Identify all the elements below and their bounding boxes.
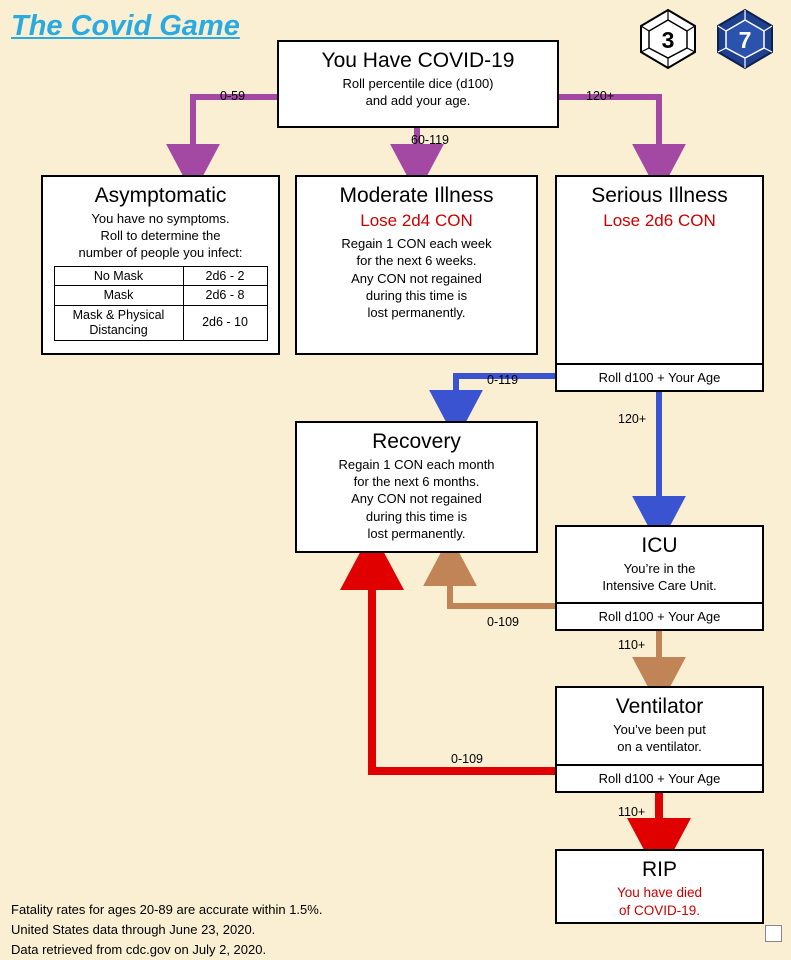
node-ventilator-line2: on a ventilator.	[617, 739, 702, 755]
node-moderate-line3: Any CON not regained	[351, 270, 482, 286]
node-serious-penalty: Lose 2d6 CON	[603, 211, 716, 231]
node-recovery-title: Recovery	[372, 430, 461, 453]
edge-label-start-serious: 120+	[586, 89, 615, 103]
node-ventilator	[555, 686, 764, 793]
node-asymptomatic-line1: You have no symptoms.	[91, 211, 230, 227]
node-moderate-line4: during this time is	[365, 287, 468, 303]
node-icu	[555, 525, 764, 631]
table-row	[54, 306, 267, 341]
node-start	[277, 40, 559, 128]
die-blue-value: 7	[738, 27, 752, 53]
node-moderate-line1: Regain 1 CON each week	[341, 236, 492, 252]
edge-label-start-asymptomatic: 0-59	[220, 89, 246, 103]
node-recovery-line5: lost permanently.	[367, 525, 466, 541]
node-rip	[555, 849, 764, 924]
footnote: Fatality rates for ages 20-89 are accurate within 1.5%. United States data through June 23, 2020. Data retrieved from cdc.gov on July 2, 2020.	[11, 902, 323, 958]
node-asymptomatic-line3: number of people you infect:	[78, 245, 243, 261]
node-ventilator-roll: Roll d100 + Your Age	[557, 764, 762, 791]
node-start-line2: and add your age.	[365, 93, 471, 109]
node-icu-title: ICU	[641, 534, 678, 557]
infection-condition: No Mask	[54, 266, 183, 286]
table-row	[54, 266, 267, 286]
edge-label-serious-icu: 120+	[618, 412, 647, 426]
infection-condition: Mask	[54, 286, 183, 306]
node-ventilator-title: Ventilator	[615, 695, 704, 718]
edge-label-start-moderate: 60-119	[411, 133, 449, 147]
node-moderate-title: Moderate Illness	[339, 184, 494, 207]
edge-label-icu-ventilator: 110+	[618, 638, 646, 652]
node-rip-line2: of COVID-19.	[618, 903, 701, 919]
node-moderate-penalty: Lose 2d4 CON	[360, 211, 473, 231]
edge-label-ventilator-rip: 110+	[618, 805, 646, 819]
node-icu-roll: Roll d100 + Your Age	[557, 602, 762, 629]
node-start-title: You Have COVID-19	[321, 49, 515, 72]
page-title: The Covid Game	[11, 10, 240, 42]
node-icu-line2: Intensive Care Unit.	[602, 578, 717, 594]
node-rip-line1: You have died	[616, 885, 703, 901]
node-serious-illness	[555, 175, 764, 392]
node-moderate-illness	[295, 175, 538, 355]
infection-roll: 2d6 - 8	[183, 286, 267, 306]
die-white-value: 3	[661, 27, 675, 53]
die-white-d20	[637, 8, 699, 70]
node-serious-title: Serious Illness	[591, 184, 728, 207]
node-asymptomatic	[41, 175, 280, 355]
node-recovery-line3: Any CON not regained	[351, 491, 482, 507]
table-row	[54, 286, 267, 306]
node-recovery-line4: during this time is	[365, 508, 468, 524]
infection-roll: 2d6 - 10	[183, 306, 267, 341]
node-moderate-line5: lost permanently.	[367, 304, 466, 320]
edge-label-icu-recovery: 0-109	[487, 615, 519, 629]
edge-label-serious-recovery: 0-119	[487, 373, 519, 387]
node-icu-line1: You’re in the	[623, 561, 696, 577]
edge-label-ventilator-recovery: 0-109	[451, 752, 483, 766]
corner-marker	[765, 925, 782, 942]
node-ventilator-line1: You’ve been put	[613, 722, 706, 738]
infection-condition: Mask & Physical Distancing	[54, 306, 183, 341]
node-start-line1: Roll percentile dice (d100)	[342, 76, 494, 92]
node-recovery-line1: Regain 1 CON each month	[338, 457, 495, 473]
infection-table	[54, 266, 268, 341]
node-recovery-line2: for the next 6 months.	[353, 474, 480, 490]
node-moderate-line2: for the next 6 weeks.	[356, 253, 477, 269]
die-blue-d20	[714, 8, 776, 70]
infection-roll: 2d6 - 2	[183, 266, 267, 286]
node-rip-title: RIP	[641, 858, 677, 881]
node-recovery	[295, 421, 538, 553]
node-serious-roll: Roll d100 + Your Age	[557, 363, 762, 390]
node-asymptomatic-title: Asymptomatic	[94, 184, 227, 207]
node-asymptomatic-line2: Roll to determine the	[100, 228, 221, 244]
